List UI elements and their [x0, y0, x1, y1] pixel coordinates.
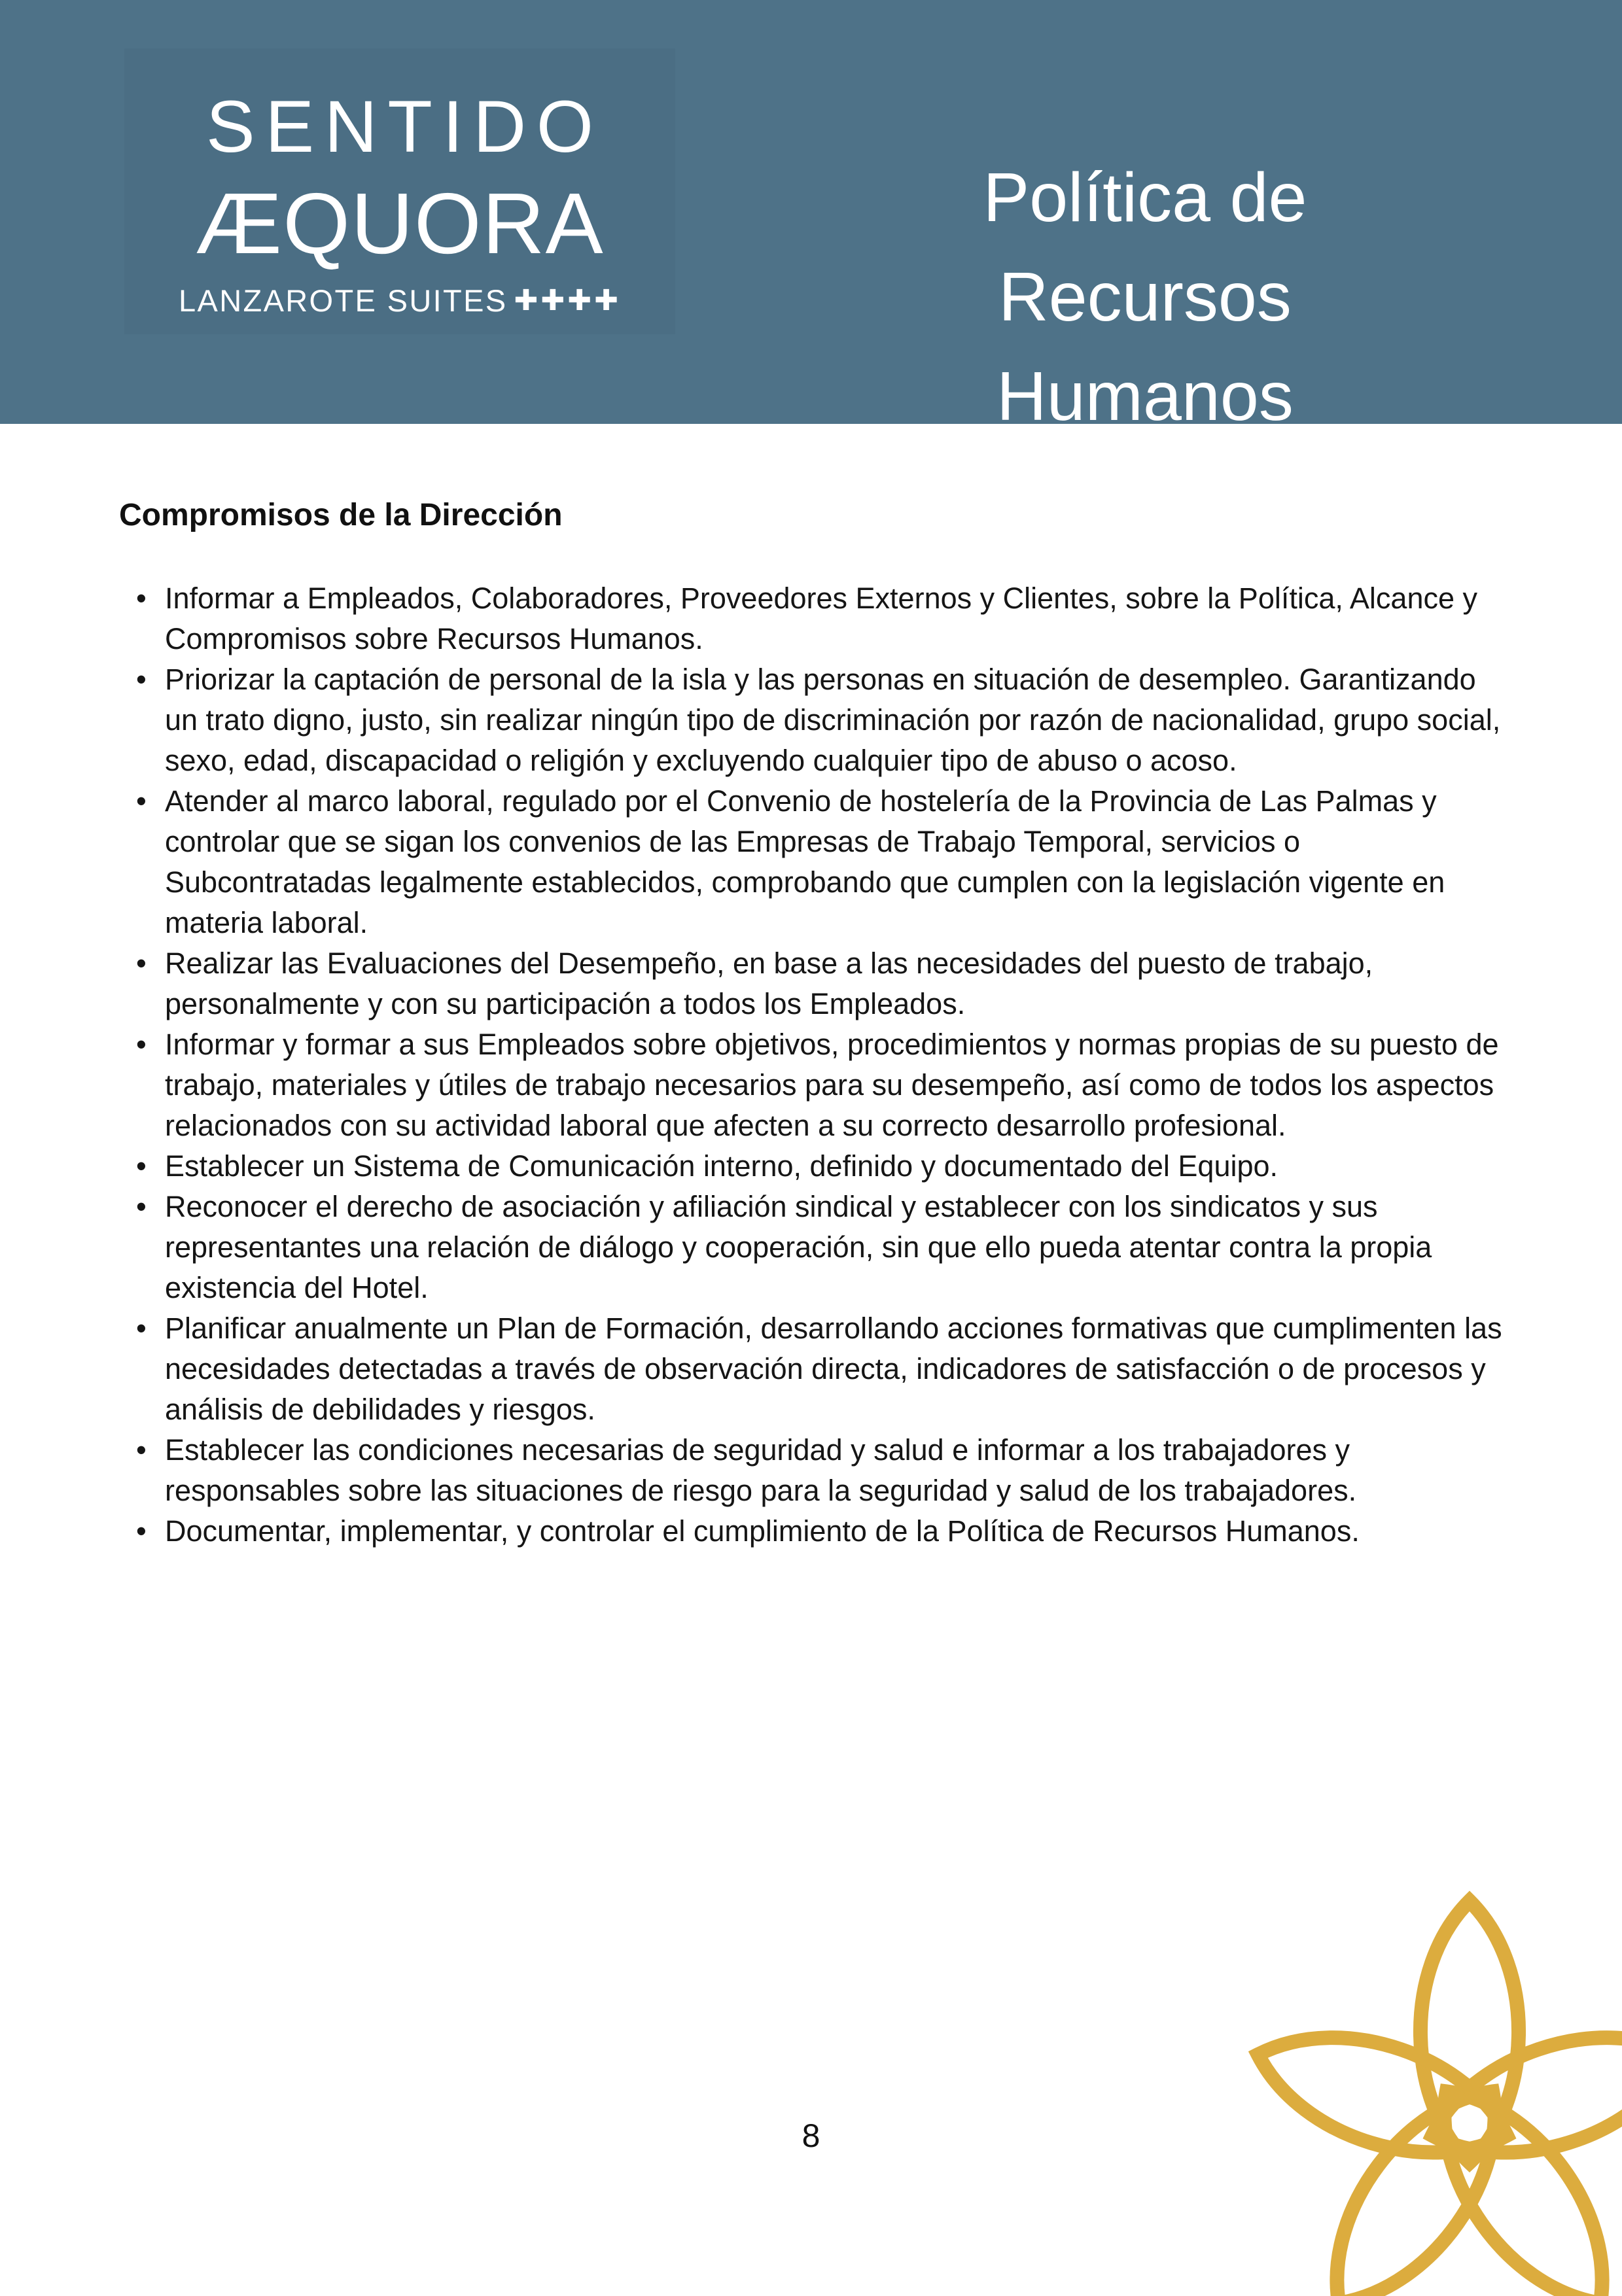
- document-title-line1: Política de: [983, 159, 1307, 236]
- logo-hotel-name: ÆQUORA: [196, 175, 604, 271]
- list-item: • Informar y formar a sus Empleados sobre objetivos, procedimientos y normas propias de su puesto de trabajo, materiales y útiles de trabajo necesarios para su desempeño, así como de todos los aspectos relacionados con su actividad laboral que afecten a su correcto desarrollo profesional.: [165, 1024, 1510, 1146]
- section-heading: Compromisos de la Dirección: [119, 498, 563, 532]
- list-item: • Establecer un Sistema de Comunicación interno, definido y documentado del Equipo.: [165, 1146, 1510, 1187]
- hotel-logo: [124, 48, 675, 334]
- four-stars-icon: ✚✚✚✚: [514, 284, 621, 317]
- list-item: • Informar a Empleados, Colaboradores, Proveedores Externos y Clientes, sobre la Política, Alcance y Compromisos sobre Recursos Humanos.: [165, 578, 1510, 659]
- page-number: 8: [802, 2117, 820, 2154]
- list-item: • Establecer las condiciones necesarias de seguridad y salud e informar a los trabajadores y responsables sobre las situaciones de riesgo para la seguridad y salud de los trabajadores.: [165, 1430, 1510, 1511]
- list-item: • Documentar, implementar, y controlar el cumplimiento de la Política de Recursos Humanos.: [165, 1511, 1510, 1552]
- list-item: • Reconocer el derecho de asociación y afiliación sindical y establecer con los sindicatos y sus representantes una relación de diálogo y cooperación, sin que ello pueda atentar contra la propia existencia del Hotel.: [165, 1187, 1510, 1308]
- document-title: [844, 148, 1446, 446]
- list-item: • Atender al marco laboral, regulado por el Convenio de hostelería de la Provincia de Las Palmas y controlar que se sigan los convenios de las Empresas de Trabajo Temporal, servicios o Subcontratadas legalmente establecidos, comprobando que cumplen con la legislación vigente en materia laboral.: [165, 781, 1510, 943]
- list-item: • Planificar anualmente un Plan de Formación, desarrollando acciones formativas que cumplimenten las necesidades detectadas a través de observación directa, indicadores de satisfacción o de procesos y análisis de debilidades y riesgos.: [165, 1308, 1510, 1430]
- logo-brand-name: SENTIDO: [206, 86, 604, 167]
- logo-subtitle: LANZAROTE SUITES: [179, 283, 508, 318]
- list-item: • Realizar las Evaluaciones del Desempeño, en base a las necesidades del puesto de trabajo, personalmente y con su participación a todos los Empleados.: [165, 943, 1510, 1024]
- document-title-line2: Recursos Humanos: [996, 258, 1294, 435]
- page-header: [0, 0, 1622, 435]
- list-item: • Priorizar la captación de personal de la isla y las personas en situación de desempleo. Garantizando un trato digno, justo, sin realizar ningún tipo de discriminación por razón de nacionalidad, grupo social, sexo, edad, discapacidad o religión y excluyendo cualquier tipo de abuso o acoso.: [165, 659, 1510, 781]
- logo-subtitle-row: [124, 285, 675, 316]
- commitments-list: [118, 578, 1510, 1552]
- flower-logo-icon: [1208, 1862, 1622, 2296]
- commitments-list-container: [118, 578, 1510, 1552]
